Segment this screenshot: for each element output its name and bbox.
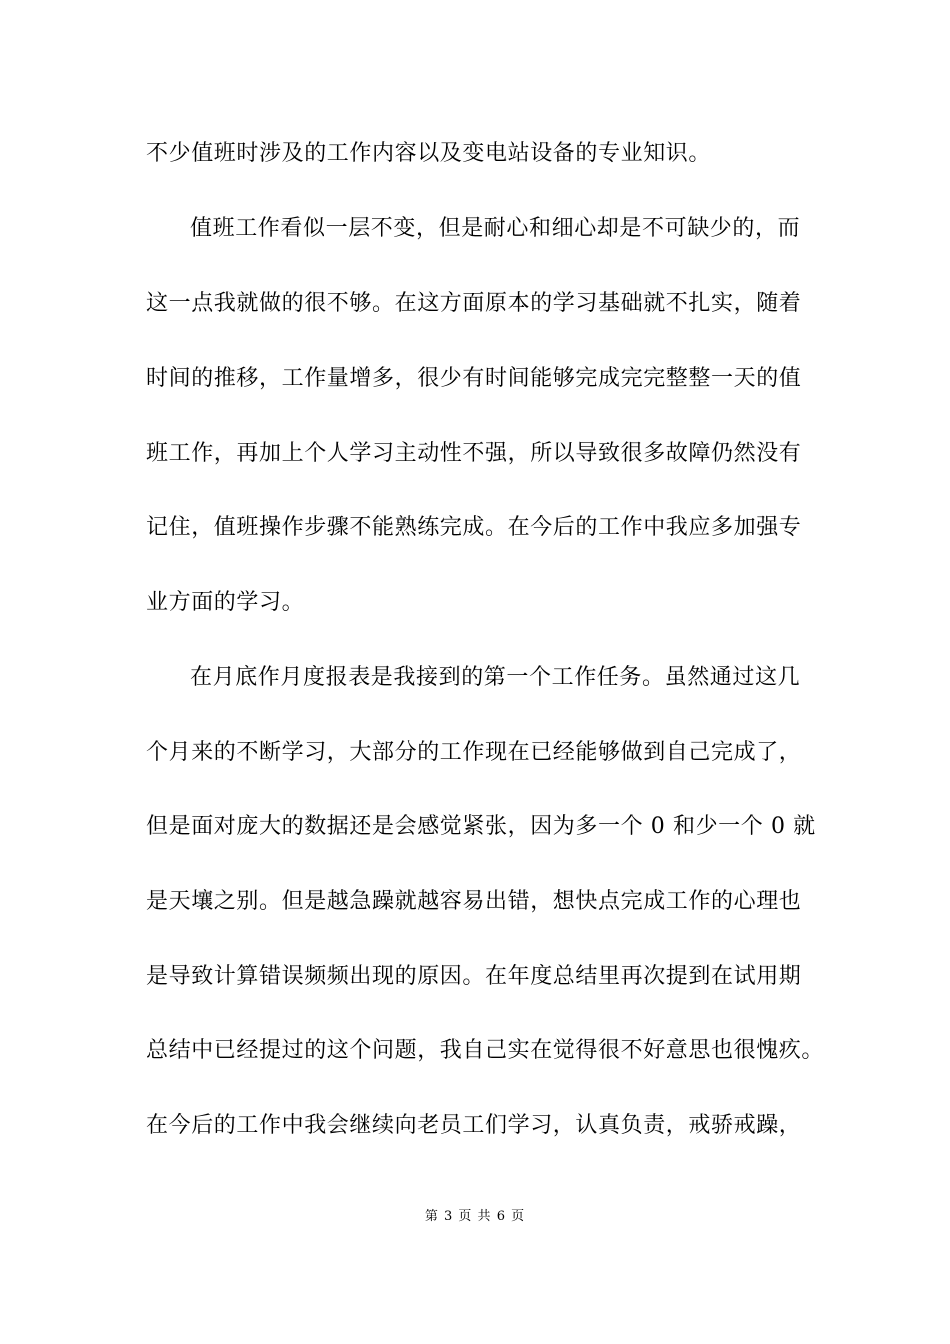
paragraph-line: 但是面对庞大的数据还是会感觉紧张，因为多一个 0 和少一个 0 就: [146, 814, 816, 839]
paragraph-line: 班工作，再加上个人学习主动性不强，所以导致很多故障仍然没有: [146, 441, 802, 466]
page-number-footer: 第 3 页 共 6 页: [424, 1209, 526, 1224]
paragraph-line: 这一点我就做的很不够。在这方面原本的学习基础就不扎实，随着: [146, 291, 802, 316]
paragraph-line: 业方面的学习。: [146, 590, 305, 615]
paragraph-line: 不少值班时涉及的工作内容以及变电站设备的专业知识。: [146, 141, 712, 166]
paragraph-line: 是导致计算错误频频出现的原因。在年度总结里再次提到在试用期: [146, 964, 802, 989]
paragraph-line: 总结中已经提过的这个问题，我自己实在觉得很不好意思也很愧疚。: [146, 1038, 825, 1063]
paragraph-line: 时间的推移，工作量增多，很少有时间能够完成完完整整一天的值: [146, 366, 802, 391]
paragraph-line: 值班工作看似一层不变，但是耐心和细心却是不可缺少的，而: [190, 216, 801, 241]
paragraph-line: 个月来的不断学习，大部分的工作现在已经能够做到自己完成了，: [146, 740, 802, 765]
paragraph-line: 在今后的工作中我会继续向老员工们学习，认真负责，戒骄戒躁，: [146, 1113, 802, 1138]
paragraph-line: 是天壤之别。但是越急躁就越容易出错，想快点完成工作的心理也: [146, 889, 802, 914]
paragraph-line: 在月底作月度报表是我接到的第一个工作任务。虽然通过这几: [190, 665, 801, 690]
paragraph-line: 记住，值班操作步骤不能熟练完成。在今后的工作中我应多加强专: [146, 515, 802, 540]
